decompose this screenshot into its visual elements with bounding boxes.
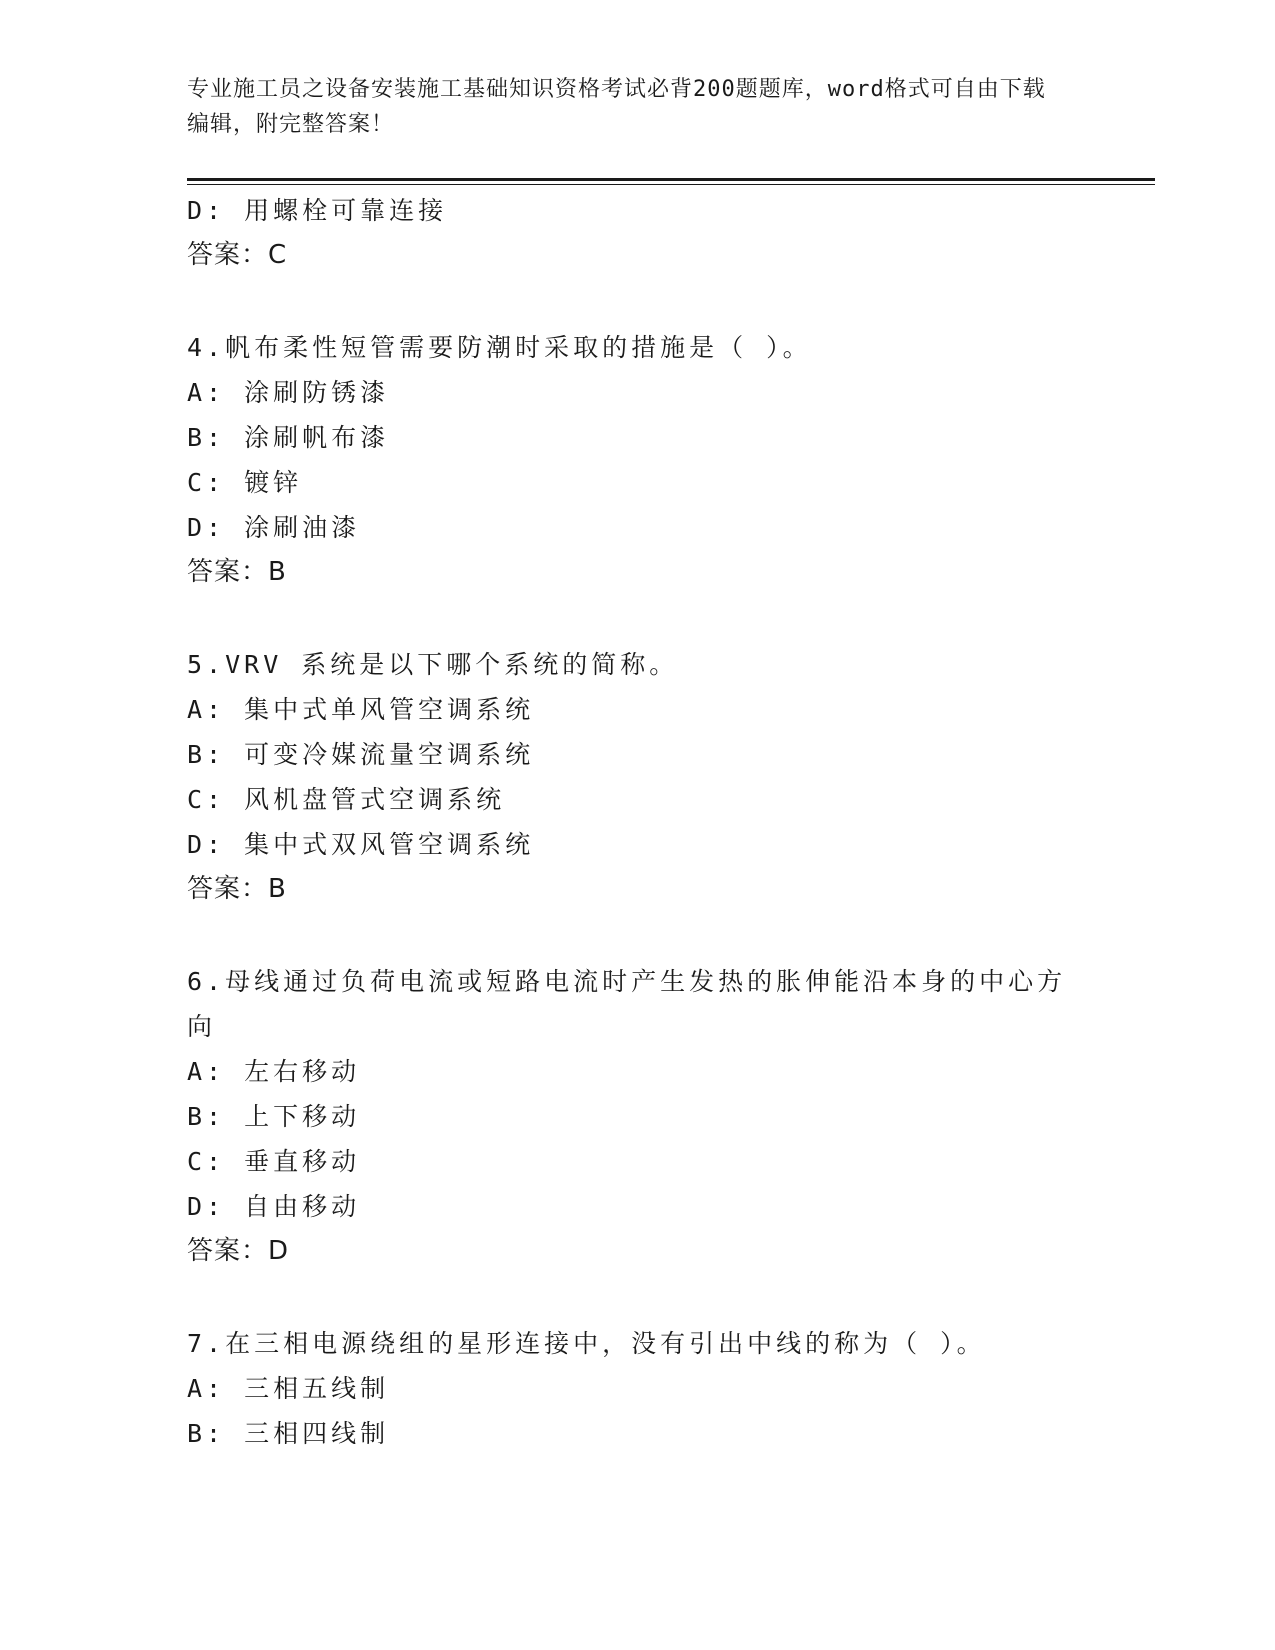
- option-c: C: 风机盘管式空调系统: [187, 785, 506, 814]
- answer-line: 答案：C: [187, 240, 288, 270]
- question-list: [187, 188, 1067, 1456]
- option-c: C: 镀锌: [187, 468, 303, 497]
- option-a: A: 左右移动: [187, 1057, 361, 1086]
- spacer: [187, 278, 1067, 325]
- spacer: [187, 1274, 1067, 1321]
- option-d: D: 集中式双风管空调系统: [187, 830, 535, 859]
- question-stem: 4.帆布柔性短管需要防潮时采取的措施是（ ）。: [187, 333, 812, 362]
- option-b: B: 上下移动: [187, 1102, 361, 1131]
- spacer: [187, 595, 1067, 642]
- option-d: D: 涂刷油漆: [187, 513, 361, 542]
- answer-line: 答案：D: [187, 1236, 290, 1266]
- option-b: B: 涂刷帆布漆: [187, 423, 390, 452]
- answer-line: 答案：B: [187, 874, 287, 904]
- option-d: D: 用螺栓可靠连接: [187, 196, 448, 225]
- option-a: A: 集中式单风管空调系统: [187, 695, 535, 724]
- question-stem: 6.母线通过负荷电流或短路电流时产生发热的胀伸能沿本身的中心方向: [187, 967, 1067, 1041]
- header-divider-thin: [187, 184, 1155, 185]
- document-header: 专业施工员之设备安装施工基础知识资格考试必背200题题库，word格式可自由下载编辑，附完整答案！: [187, 77, 1046, 137]
- option-b: B: 可变冷媒流量空调系统: [187, 740, 535, 769]
- header-divider-thick: [187, 178, 1155, 181]
- answer-line: 答案：B: [187, 557, 287, 587]
- option-a: A: 涂刷防锈漆: [187, 378, 390, 407]
- question-stem: 5.VRV 系统是以下哪个系统的简称。: [187, 650, 679, 679]
- spacer: [187, 912, 1067, 959]
- option-b: B: 三相四线制: [187, 1419, 390, 1448]
- option-d: D: 自由移动: [187, 1192, 361, 1221]
- option-a: A: 三相五线制: [187, 1374, 390, 1403]
- option-c: C: 垂直移动: [187, 1147, 361, 1176]
- question-stem: 7.在三相电源绕组的星形连接中，没有引出中线的称为（ ）。: [187, 1329, 986, 1358]
